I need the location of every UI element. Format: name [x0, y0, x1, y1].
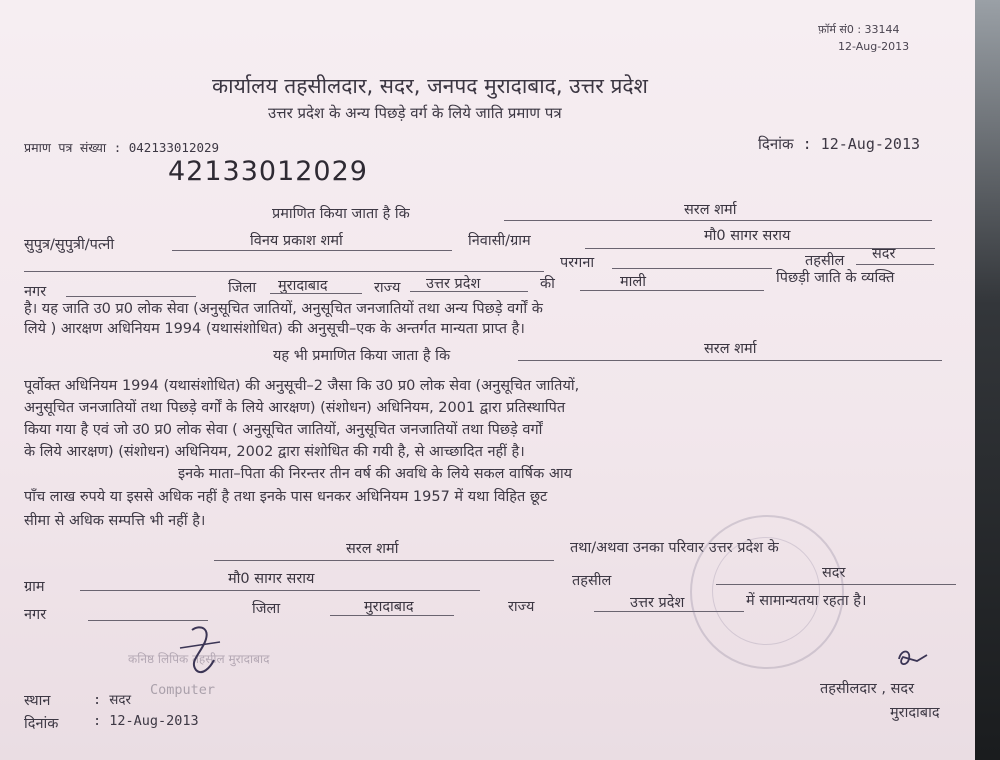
- para3-district-label: जिला: [252, 601, 281, 617]
- para2-line-4: के लिये आरक्षण) (संशोधन) अधिनियम, 2002 द्वारा संशोधित की गयी है, से आच्छादित नहीं है।: [24, 444, 525, 460]
- para2-line-1: पूर्वोक्त अधिनियम 1994 (यथासंशोधित) की अनुसूची–2 जैसा कि उ0 प्र0 लोक सेवा (अनुसूचित जातियों,: [24, 378, 580, 394]
- district-label: जिला: [228, 280, 257, 296]
- para3-village: मौ0 सागर सराय: [228, 571, 315, 587]
- certificate-big-number: 42133012029: [168, 156, 368, 187]
- clerk-stamp-text: कनिष्ठ लिपिक तहसील मुरादाबाद: [128, 652, 270, 666]
- para3-village-label: ग्राम: [24, 579, 45, 595]
- para2-line-7: सीमा से अधिक सम्पत्ति भी नहीं है।: [24, 513, 206, 529]
- date-value: : 12-Aug-2013: [93, 713, 199, 729]
- resident-label: निवासी/ग्राम: [468, 233, 531, 249]
- officer-title: तहसीलदार , सदर: [820, 681, 914, 697]
- certificate-subtitle: उत्तर प्रदेश के अन्य पिछड़े वर्ग के लिये जाति प्रमाण पत्र: [268, 104, 562, 122]
- village-name: मौ0 सागर सराय: [704, 228, 791, 244]
- backward-class-label: पिछड़ी जाति के व्यक्ति: [776, 270, 895, 286]
- para2-line-6: पाँच लाख रुपये या इससे अधिक नहीं है तथा इनके पास धनकर अधिनियम 1957 में यथा विहित छूट: [24, 489, 548, 505]
- ki-label: की: [540, 276, 555, 292]
- para3-name: सरल शर्मा: [346, 541, 399, 557]
- para2-line-3: किया गया है एवं जो उ0 प्र0 लोक सेवा ( अनुसूचित जातियों, अनुसूचित जनजातियों तथा पिछड़े वर्गों: [24, 422, 543, 438]
- para2-line-5: इनके माता–पिता की निरन्तर तीन वर्ष की अवधि के लिये सकल वार्षिक आय: [178, 466, 573, 482]
- relation-label: सुपुत्र/सुपुत्री/पत्नी: [24, 237, 115, 253]
- para3-nagar-label: नगर: [24, 607, 47, 623]
- family-text: तथा/अथवा उनका परिवार उत्तर प्रदेश के: [570, 540, 779, 556]
- official-seal: [690, 515, 844, 669]
- clerk-signature: [120, 622, 260, 682]
- para2-certify-text: यह भी प्रमाणित किया जाता है कि: [273, 348, 451, 364]
- district-value: मुरादाबाद: [278, 278, 328, 294]
- form-number: फ़ॉर्म सं0 : 33144: [818, 23, 900, 36]
- certificate-date: दिनांक : 12-Aug-2013: [758, 135, 921, 153]
- para1-line-a: है। यह जाति उ0 प्र0 लोक सेवा (अनुसूचित जातियों, अनुसूचित जनजातियों तथा अन्य पिछड़े वर्गों के: [24, 301, 543, 317]
- para2-name: सरल शर्मा: [704, 341, 757, 357]
- tehsil-value: सदर: [872, 246, 896, 262]
- tehsil-label: तहसील: [805, 253, 845, 269]
- officer-city: मुरादाबाद: [890, 705, 940, 721]
- nagar-label: नगर: [24, 284, 47, 300]
- place-label: स्थान: [24, 693, 51, 709]
- date-label: दिनांक: [24, 716, 59, 732]
- caste-value: माली: [620, 274, 647, 290]
- para1-line-b: लिये ) आरक्षण अधिनियम 1994 (यथासंशोधित) की अनुसूची–एक के अन्तर्गत मान्यता प्राप्त है।: [24, 321, 525, 337]
- place-value: : सदर: [93, 692, 132, 708]
- certificate-number-label: प्रमाण पत्र संख्या : 042133012029: [24, 140, 220, 155]
- para2-line-2: अनुसूचित जनजातियों तथा पिछड़े वर्गों के लिये आरक्षण) (संशोधन) अधिनियम, 2001 द्वारा प्रतिस्थापित: [24, 400, 566, 416]
- father-name: विनय प्रकाश शर्मा: [250, 233, 343, 249]
- office-title: कार्यालय तहसीलदार, सदर, जनपद मुरादाबाद, उत्तर प्रदेश: [212, 74, 648, 98]
- para3-district: मुरादाबाद: [364, 599, 414, 615]
- para3-tehsil-label: तहसील: [572, 573, 612, 589]
- state-label: राज्य: [374, 280, 401, 296]
- certify-text: प्रमाणित किया जाता है कि: [272, 206, 410, 222]
- para3-state-label: राज्य: [508, 599, 535, 615]
- tehsildar-signature: [893, 645, 933, 670]
- state-value: उत्तर प्रदेश: [426, 276, 481, 292]
- applicant-name: सरल शर्मा: [684, 202, 737, 218]
- pargana-label: परगना: [560, 255, 595, 271]
- background-edge: [975, 0, 1000, 760]
- form-date: 12-Aug-2013: [838, 40, 910, 53]
- computer-stamp: Computer: [150, 682, 216, 698]
- para3-tehsil: सदर: [822, 565, 846, 581]
- resides-text: में सामान्यतया रहता है।: [746, 593, 867, 609]
- para3-state: उत्तर प्रदेश: [630, 595, 685, 611]
